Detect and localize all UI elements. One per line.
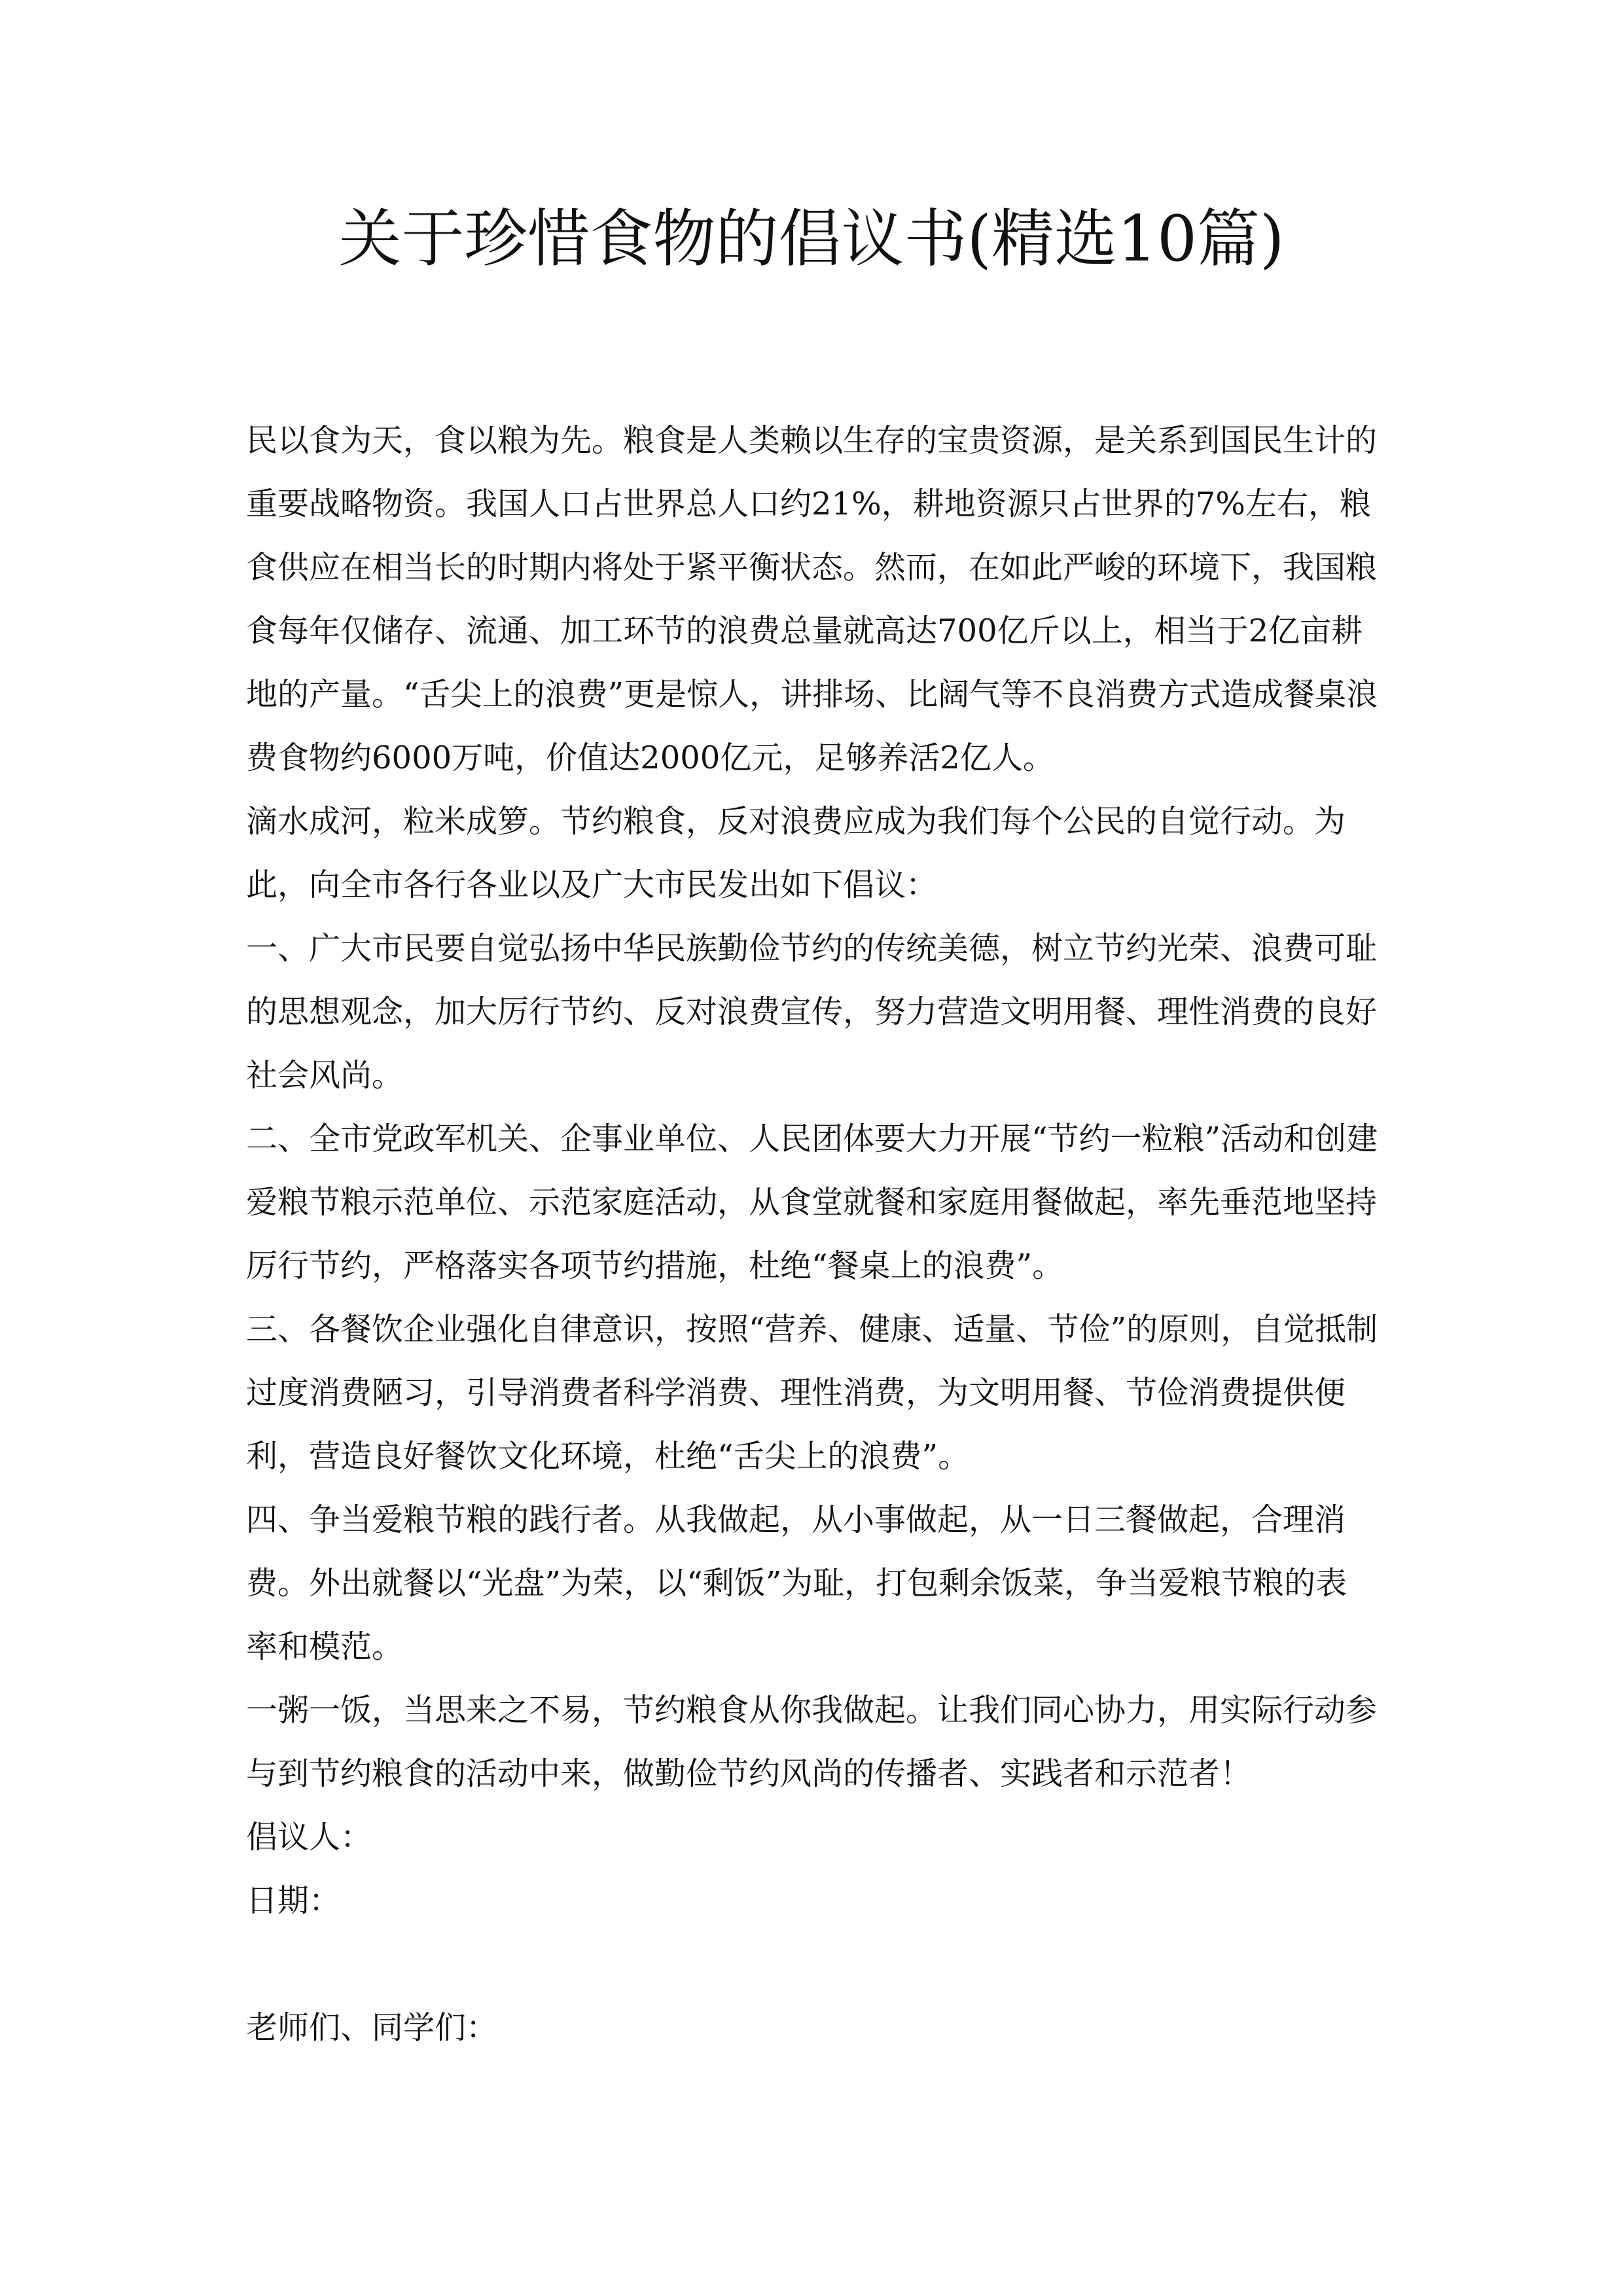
paragraph-intro: 民以食为天，食以粮为先。粮食是人类赖以生存的宝贵资源，是关系到国民生计的重要战略物资。我国人口占世界总人口约21%，耕地资源只占世界的7%左右，粮食供应在相当长的时期内将处于紧平衡状态。然而，在如此严峻的环境下，我国粮食每年仅储存、流通、加工环节的浪费总量就高达700亿斤以上，相当于2亿亩耕地的产量。“舌尖上的浪费”更是惊人，讲排场、比阔气等不良消费方式造成餐桌浪费食物约6000万吨，价值达2000亿元，足够养活2亿人。 bbox=[246, 422, 1378, 776]
paragraph-item-4: 四、争当爱粮节粮的践行者。从我做起，从小事做起，从一日三餐做起，合理消费。外出就餐以“光盘”为荣，以“剩饭”为耻，打包剩余饭菜，争当爱粮节粮的表率和模范。 bbox=[246, 1501, 1347, 1665]
paragraph-closing: 一粥一饭，当思来之不易，节约粮食从你我做起。让我们同心协力，用实际行动参与到节约粮食的活动中来，做勤俭节约风尚的传播者、实践者和示范者！ bbox=[246, 1692, 1378, 1792]
document-title: 关于珍惜食物的倡议书(精选10篇) bbox=[338, 202, 1285, 276]
document-body bbox=[246, 409, 1378, 2060]
paragraph-item-1: 一、广大市民要自觉弘扬中华民族勤俭节约的传统美德，树立节约光荣、浪费可耻的思想观念，加大厉行节约、反对浪费宣传，努力营造文明用餐、理性消费的良好社会风尚。 bbox=[246, 930, 1378, 1094]
paragraph-item-2: 二、全市党政军机关、企事业单位、人民团体要大力开展“节约一粒粮”活动和创建爱粮节粮示范单位、示范家庭活动，从食堂就餐和家庭用餐做起，率先垂范地坚持厉行节约，严格落实各项节约措施，杜绝“餐桌上的浪费”。 bbox=[246, 1121, 1378, 1284]
signature-block bbox=[246, 1806, 1378, 1933]
initiator-label: 倡议人： bbox=[246, 1819, 372, 1856]
paragraph-item-3: 三、各餐饮企业强化自律意识，按照“营养、健康、适量、节俭”的原则，自觉抵制过度消费陋习，引导消费者科学消费、理性消费，为文明用餐、节俭消费提供便利，营造良好餐饮文化环境，杜绝“舌尖上的浪费”。 bbox=[246, 1311, 1378, 1475]
next-letter-salutation: 老师们、同学们： bbox=[246, 2009, 498, 2046]
paragraph-call: 滴水成河，粒米成箩。节约粮食，反对浪费应成为我们每个公民的自觉行动。为此，向全市各行各业以及广大市民发出如下倡议： bbox=[246, 803, 1346, 903]
date-label: 日期： bbox=[246, 1882, 341, 1919]
section-gap bbox=[246, 1933, 1378, 1996]
